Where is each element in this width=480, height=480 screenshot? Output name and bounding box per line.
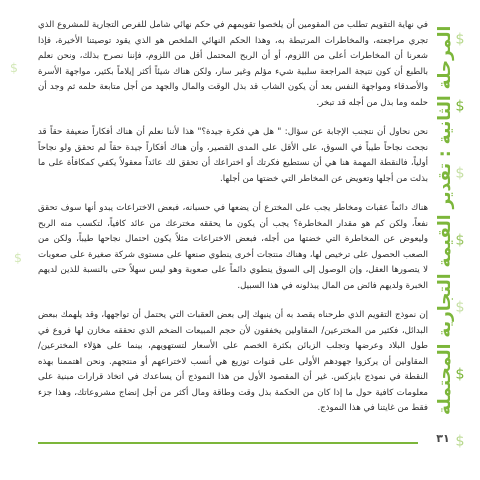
svg-text:$: $ (455, 31, 465, 48)
svg-text:$: $ (455, 98, 465, 115)
paragraph-1: في نهاية التقويم تطلب من المقومين أن يلخصوا تقويمهم في حكم نهائي شامل للفرص التجارية للمشروع الذي تجري مراجعته، والمخاطرات المرتبطة به، وهذا الحكم النهائي الملخص هو الذي يقود توصيتنا الأخيرة، فإذا شعرنا أن المخاطرات أعلى من اللزوم، أو أن الربح المحتمل أقل من اللزوم، فإننا نصرح بذلك، ونحن نعلم بالطبع أن كون نتيجة المراجعة سلبية شيء مؤلم وغير سار، ولكن هناك شيئاً أكثر إيلاماً بكثير، مواجهة الأسرة والأصدقاء ومواجهة النفس بعد أن يكون الشاب قد بذل الوقت والمال والجهد من أجل متابعة حلمه ثم وجد أن حلمه وما بذل من أجله قد تبخر. (38, 20, 428, 108)
dollar-sign-icon (451, 97, 469, 115)
svg-text:$: $ (13, 251, 23, 266)
chapter-side-title: المرحلة الثانية : تقدير القيمة التجارية المحتملة (435, 25, 455, 415)
footer-rule (38, 442, 418, 444)
dollar-sign-icon (451, 298, 469, 316)
paragraph-2: نحن نحاول أن نتجنب الإجابة عن سؤال: " هل هي فكرة جيدة؟" هذا لأننا نعلم أن هناك أفكاراً ضعيفة حقاً قد نجحت نجاحاً طيباً في السوق، على الأقل على المدى القصير، وأن هناك أفكاراً جيدة حقاً لم تحقق ولو نجاحاً أولياً، فالنقطة المهمة هنا هي أن نستطيع فكرتك أو اختراعك أن تحقق لك عائداً معقولاً يكفي كمكافأة على ما بذلت من أجلها وتعويض عن المخاطر التي خضتها من أجلها. (38, 127, 428, 184)
svg-text:$: $ (455, 232, 465, 249)
dollar-sign-icon (451, 164, 469, 182)
page-body (38, 18, 428, 433)
paragraph-3: هناك دائماً عقبات ومخاطر يجب على المخترع أن يضعها في حسبانه، فبعض الاختراعات يبدو أنها سوف تحقق نفعاً، ولكن كم هو مقدار المخاطرة؟ يجب أن يكون ما يحققه مخترعك من عائد كافياً، لتكسب منه الربح وليعوض عن المخاطرة التي خضتها من أجله، فبعض الاختراعات مثلاً يكون احتمال نجاحها طيباً، ولكن من الصعب الحصول على ترخيص لها، وهناك منتجات أخرى ينطوي صنعها على مستوى شركة صغيرة على صعوبات لا يتصورها العقل، وإن الوصول إلى السوق ينطوي دائماً على صعوبة وهو ليس سهلاً حتى بالنسبة للذين لديهم الخبرة ولديهم فائض من المال يبذلونه في هذا السبيل. (38, 203, 428, 291)
paragraph-4: إن نموذج التقويم الذي طرحناه يقصد به أن ينبهك إلى بعض العقبات التي يحتمل أن تواجهها، وقد يلهمك ببعض البدائل، فكثير من المخترعين/ المقاولين يخفقون لأن حجم المبيعات الضخم الذي تحققه مخازن لها فروع في طول البلاد وعرضها وتجلب الزبائن بكثرة الخصم على الأسعار لتستهويهم، بينما على هؤلاء المخترعين/ المقاولين أن يركزوا جهودهم الأولى على قنوات توزيع هي أنسب لاختراعهم أو منتجهم. ونحن اهتممنا بهذه النقطة في نموذج بايزكس. غير أن المقصود الأول من هذا النموذج أن يساعدك في اتخاذ قرارات مبنية على معلومات كافية حول ما إذا كان من الحكمة بذل وقت وطاقة ومال أكثر من أجل إنضاج مشروعاتك، وهذا جزء فقط من غايتنا في هذا النموذج. (38, 310, 428, 413)
dollar-sign-icon (451, 30, 469, 48)
dollar-sign-icon (451, 231, 469, 249)
page-number: ٣١ (436, 432, 450, 445)
svg-text:$: $ (455, 299, 465, 316)
svg-text:$: $ (455, 366, 465, 383)
svg-text:$: $ (455, 165, 465, 182)
dollar-sign-icon (6, 60, 22, 76)
decorative-icon-strip (440, 0, 480, 480)
svg-text:$: $ (455, 433, 465, 450)
dollar-sign-icon (10, 250, 26, 266)
dollar-sign-icon (451, 365, 469, 383)
svg-text:$: $ (9, 61, 19, 76)
